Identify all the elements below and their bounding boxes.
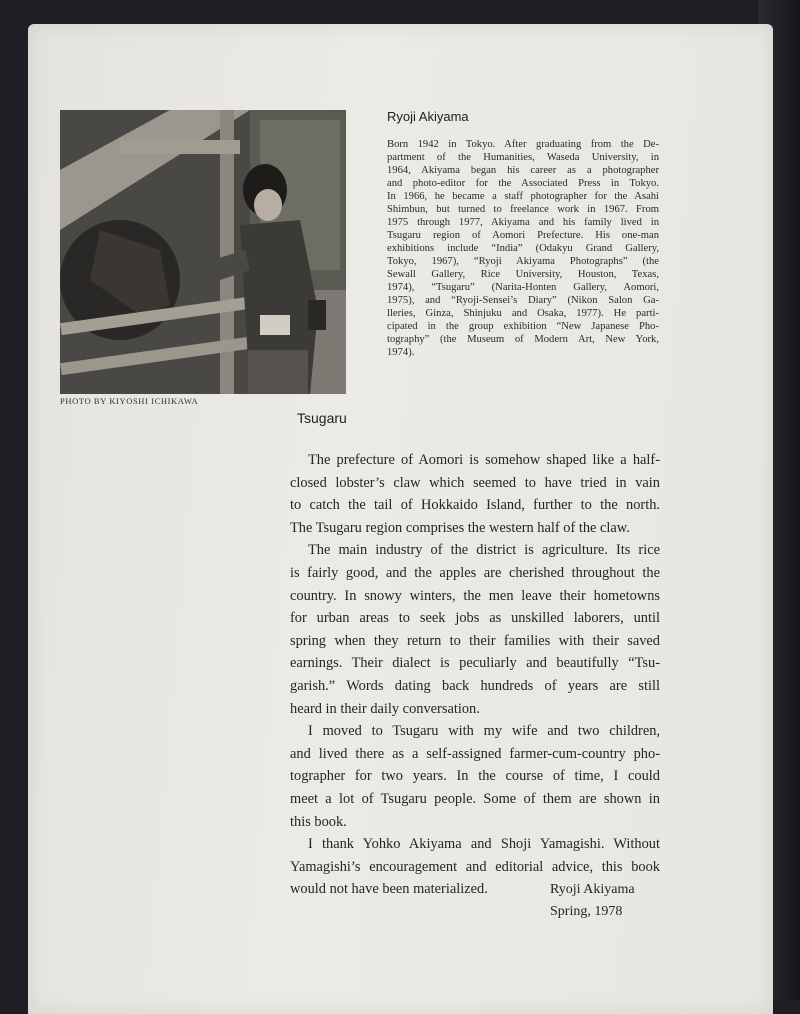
essay-line: The Tsugaru region comprises the western half of the claw. (290, 519, 630, 536)
bio-line: In 1966, he became a staff photographer for the Asahi (387, 191, 659, 202)
bio-line: exhibitions include “India” (Odakyu Grand Gallery, (387, 243, 659, 254)
bio-line: tography” (the Museum of Modern Art, New York, (387, 334, 659, 345)
essay-line: I moved to Tsugaru with my wife and two children, (308, 723, 660, 740)
signature-date: Spring, 1978 (550, 904, 623, 919)
bio-line: Sewall Gallery, Rice University, Houston, Texas, (387, 269, 659, 280)
bio-line: Tsugaru region of Aomori Prefecture. His one-man (387, 230, 659, 241)
bio-line: cipated in the group exhibition “New Japanese Pho- (387, 321, 659, 332)
essay-line: closed lobster’s claw which seemed to have tried in vain (290, 474, 660, 491)
essay-line: The prefecture of Aomori is somehow shaped like a half- (308, 452, 660, 468)
signature-name: Ryoji Akiyama (550, 882, 635, 897)
photo-credit: PHOTO BY KIYOSHI ICHIKAWA (60, 396, 199, 406)
essay-line: meet a lot of Tsugaru people. Some of them are shown in (290, 790, 660, 807)
essay-line: for urban areas to seek jobs as unskilled laborers, until (290, 610, 660, 627)
essay-line: to catch the tail of Hokkaido Island, further to the north. (290, 497, 660, 514)
essay-title: Tsugaru (297, 410, 347, 426)
bio-line: and photo-editor for the Associated Press in Tokyo. (387, 178, 659, 189)
essay-line: I thank Yohko Akiyama and Shoji Yamagishi. Without (308, 836, 660, 853)
bio-line: 1964, Akiyama began his career as a photographer (387, 165, 659, 176)
essay-line: earnings. Their dialect is peculiarly and beautifully “Tsu- (290, 655, 660, 672)
essay-line: The main industry of the district is agriculture. Its rice (308, 542, 660, 559)
essay-line: this book. (290, 813, 347, 830)
bio-line: 1974). (387, 347, 415, 358)
bio-line: Tokyo, 1967), “Ryoji Akiyama Photographs” (the (387, 256, 659, 267)
essay-line: spring when they return to their families with their saved (290, 632, 660, 649)
bio-heading: Ryoji Akiyama (387, 109, 469, 124)
bio-line: 1974), “Tsugaru” (Narita-Honten Gallery, Aomori, (387, 282, 659, 293)
bio-line: 1975 through 1977, Akiyama and his family lived in (387, 217, 659, 228)
author-photo (60, 110, 346, 394)
bio-line: partment of the Humanities, Waseda University, in (387, 152, 659, 163)
essay-line: and lived there as a self-assigned farmer-cum-country pho- (290, 745, 660, 762)
essay-line: Yamagishi’s encouragement and editorial advice, this book (290, 858, 660, 875)
essay-body (290, 449, 660, 901)
biography-text (387, 138, 659, 359)
signature-block (550, 879, 635, 923)
bio-line: lleries, Ginza, Shinjuku and Osaka, 1977). He parti- (387, 308, 659, 319)
essay-line: would not have been materialized. (290, 881, 488, 898)
bio-line: Born 1942 in Tokyo. After graduating from the De- (387, 139, 659, 150)
essay-line: tographer for two years. In the course of time, I could (290, 768, 660, 785)
essay-line: heard in their daily conversation. (290, 700, 480, 717)
essay-line: is fairly good, and the apples are cherished throughout the (290, 564, 660, 581)
bio-line: 1975), and “Ryoji-Sensei’s Diary” (Nikon Salon Ga- (387, 295, 659, 306)
essay-line: country. In snowy winters, the men leave their hometowns (290, 587, 660, 604)
essay-line: garish.” Words dating back hundreds of years are still (290, 677, 660, 694)
bio-line: Shimbun, but turned to freelance work in 1967. From (387, 204, 659, 215)
